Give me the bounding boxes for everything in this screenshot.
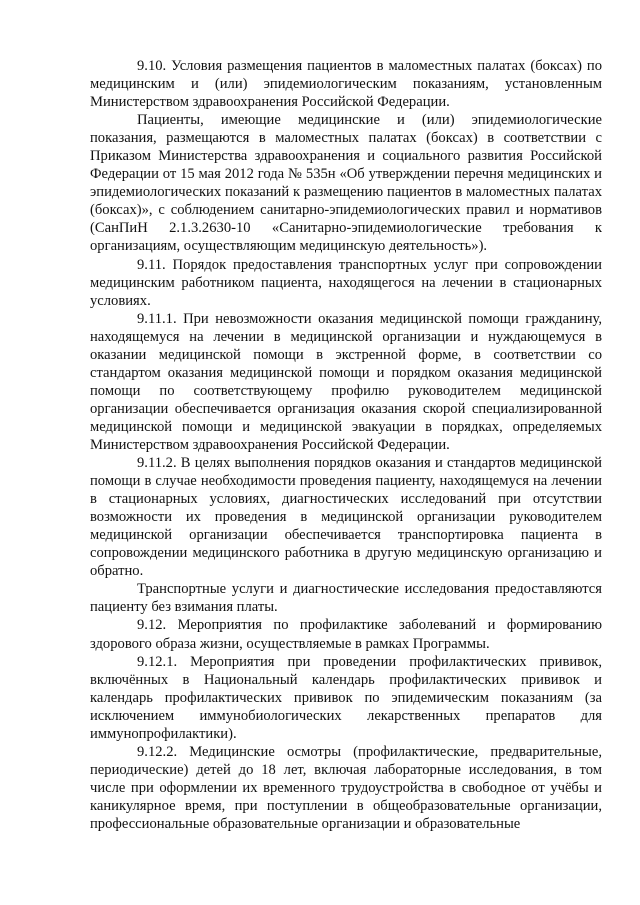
paragraph-9-12-1: 9.12.1. Мероприятия при проведении профилактических прививок, включённых в Национальный календарь профилактических прививок и календарь профилактических прививок по эпидемическим показаниям (за исключением иммунобиологических лекарственных препаратов для иммунопрофилактики). bbox=[90, 653, 602, 742]
paragraph-9-12-2: 9.12.2. Медицинские осмотры (профилактические, предварительные, периодические) детей до 18 лет, включая лабораторные исследования, в том числе при оформлении их временного трудоустройства в свободное от учёбы и каникулярное время, при поступлении в общеобразовательные организации, профессиональные образовательные организации и образовательные bbox=[90, 743, 602, 832]
paragraph-transport-services: Транспортные услуги и диагностические исследования предоставляются пациенту без взимания платы. bbox=[90, 581, 602, 616]
paragraph-9-11-2: 9.11.2. В целях выполнения порядков оказания и стандартов медицинской помощи в случае необходимости проведения пациенту, находящемуся на лечении в стационарных условиях, диагностических исследований при отсутствии возможности их проведения в медицинской организации руководителем медицинской организации обеспечивается транспортировка пациента в сопровождении медицинского работника в другую медицинскую организацию и обратно. bbox=[90, 455, 602, 580]
paragraph-9-11: 9.11. Порядок предоставления транспортных услуг при сопровождении медицинским работником пациента, находящегося на лечении в стационарных условиях. bbox=[90, 256, 602, 309]
paragraph-9-10: 9.10. Условия размещения пациентов в маломестных палатах (боксах) по медицинским и (или) эпидемиологическим показаниям, установленным Министерством здравоохранения Российской Федерации. bbox=[90, 58, 602, 111]
document-page bbox=[90, 57, 602, 833]
paragraph-patients-placement: Пациенты, имеющие медицинские и (или) эпидемиологические показания, размещаются в маломестных палатах (боксах) в соответствии с Приказом Министерства здравоохранения и социального развития Российской Федерации от 15 мая 2012 года № 535н «Об утверждении перечня медицинских и эпидемиологических показаний к размещению пациентов в маломестных палатах (боксах)», с соблюдением санитарно-эпидемиологических правил и нормативов (СанПиН 2.1.3.2630-10 «Санитарно-эпидемиологические требования к организациям, осуществляющим медицинскую деятельность»). bbox=[90, 112, 602, 255]
paragraph-9-11-1: 9.11.1. При невозможности оказания медицинской помощи гражданину, находящемуся на лечении в медицинской организации и нуждающемуся в оказании медицинской помощи в экстренной форме, в соответствии со стандартом оказания медицинской помощи и порядком оказания медицинской помощи по соответствующему профилю руководителем медицинской организации обеспечивается организация оказания скорой специализированной медицинской помощи и медицинской эвакуации в порядках, определяемых Министерством здравоохранения Российской Федерации. bbox=[90, 310, 602, 453]
paragraph-9-12: 9.12. Мероприятия по профилактике заболеваний и формированию здорового образа жизни, осуществляемые в рамках Программы. bbox=[90, 617, 602, 652]
